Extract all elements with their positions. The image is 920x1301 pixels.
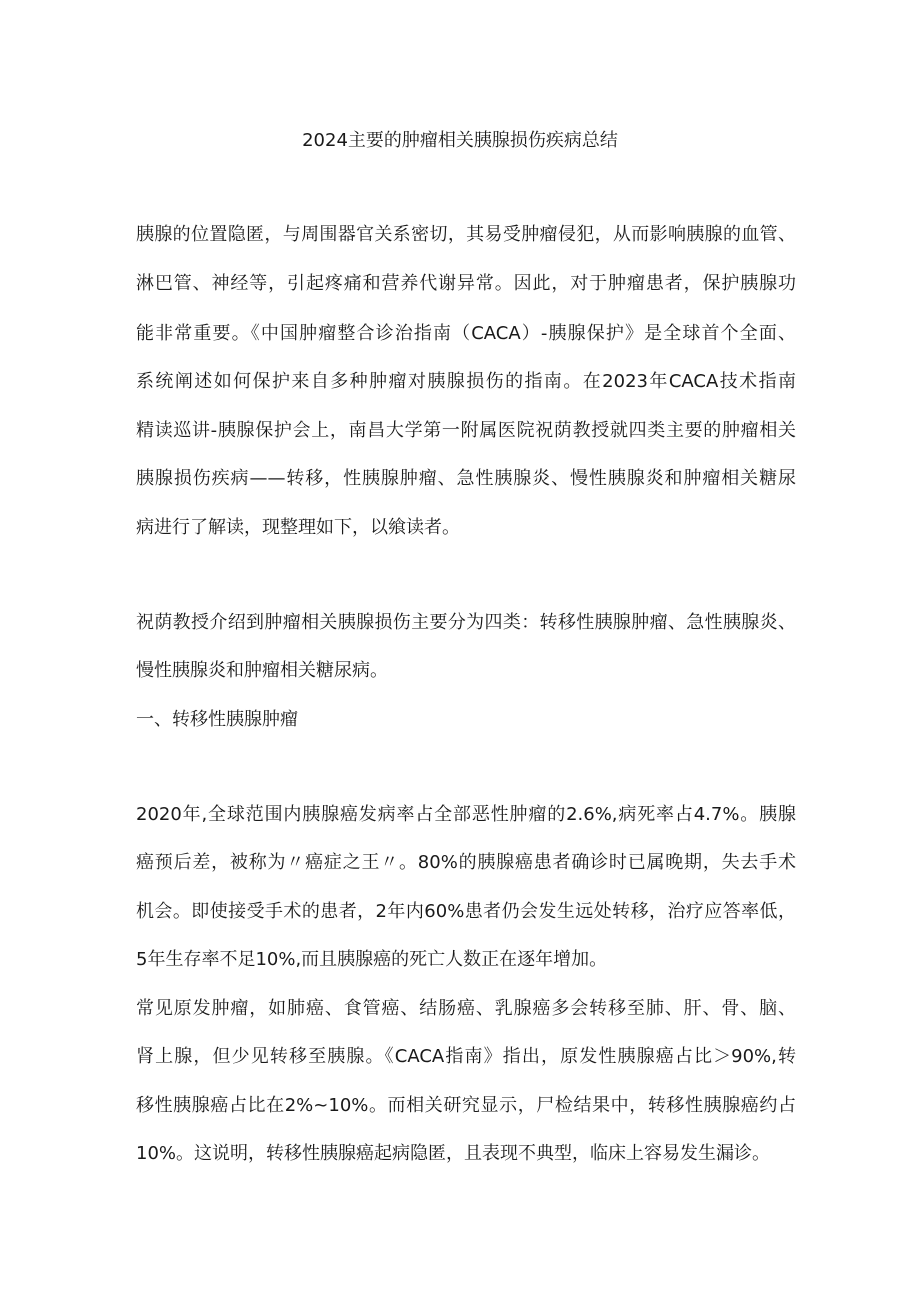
section-heading: 一、转移性胰腺肿瘤 — [136, 709, 298, 730]
paragraph-1-line-7: 病进行了解读，现整理如下，以飨读者。 — [136, 517, 460, 538]
paragraph-1-line-6: 胰腺损伤疾病——转移，性胰腺肿瘤、急性胰腺炎、慢性胰腺炎和肿瘤相关糖尿 — [136, 468, 796, 489]
paragraph-2-line-2: 慢性胰腺炎和肿瘤相关糖尿病。 — [136, 660, 388, 681]
paragraph-4-line-1: 常见原发肿瘤，如肺癌、食管癌、结肠癌、乳腺癌多会转移至肺、肝、骨、脑、 — [136, 998, 796, 1019]
paragraph-1-line-4: 系统阐述如何保护来自多种肿瘤对胰腺损伤的指南。在2023年CACA技术指南 — [136, 371, 796, 392]
paragraph-1-line-1: 胰腺的位置隐匿，与周围器官关系密切，其易受肿瘤侵犯，从而影响胰腺的血管、 — [136, 224, 796, 245]
paragraph-1-line-2: 淋巴管、神经等，引起疼痛和营养代谢异常。因此，对于肿瘤患者，保护胰腺功 — [136, 273, 796, 294]
paragraph-3-line-2: 癌预后差，被称为〃癌症之王〃。80%的胰腺癌患者确诊时已属晚期，失去手术 — [136, 852, 796, 873]
paragraph-2-line-1: 祝荫教授介绍到肿瘤相关胰腺损伤主要分为四类：转移性胰腺肿瘤、急性胰腺炎、 — [136, 612, 796, 633]
paragraph-4-line-2: 肾上腺，但少见转移至胰腺。《CACA指南》指出，原发性胰腺癌占比＞90%,转 — [136, 1046, 796, 1067]
paragraph-4-line-3: 移性胰腺癌占比在2%~10%。而相关研究显示，尸检结果中，转移性胰腺癌约占 — [136, 1095, 796, 1116]
paragraph-4-line-4: 10%。这说明，转移性胰腺癌起病隐匿，且表现不典型，临床上容易发生漏诊。 — [136, 1143, 771, 1164]
paragraph-1-line-3: 能非常重要。《中国肿瘤整合诊治指南（CACA）-胰腺保护》是全球首个全面、 — [136, 323, 796, 344]
paragraph-3-line-1: 2020年,全球范围内胰腺癌发病率占全部恶性肿瘤的2.6%,病死率占4.7%。胰腺 — [136, 804, 796, 825]
document-title: 2024主要的肿瘤相关胰腺损伤疾病总结 — [302, 130, 618, 151]
paragraph-1-line-5: 精读巡讲-胰腺保护会上，南昌大学第一附属医院祝荫教授就四类主要的肿瘤相关 — [136, 420, 796, 441]
paragraph-3-line-3: 机会。即使接受手术的患者，2年内60%患者仍会发生远处转移，治疗应答率低， — [136, 901, 796, 922]
paragraph-3-line-4: 5年生存率不足10%,而且胰腺癌的死亡人数正在逐年增加。 — [136, 949, 608, 970]
